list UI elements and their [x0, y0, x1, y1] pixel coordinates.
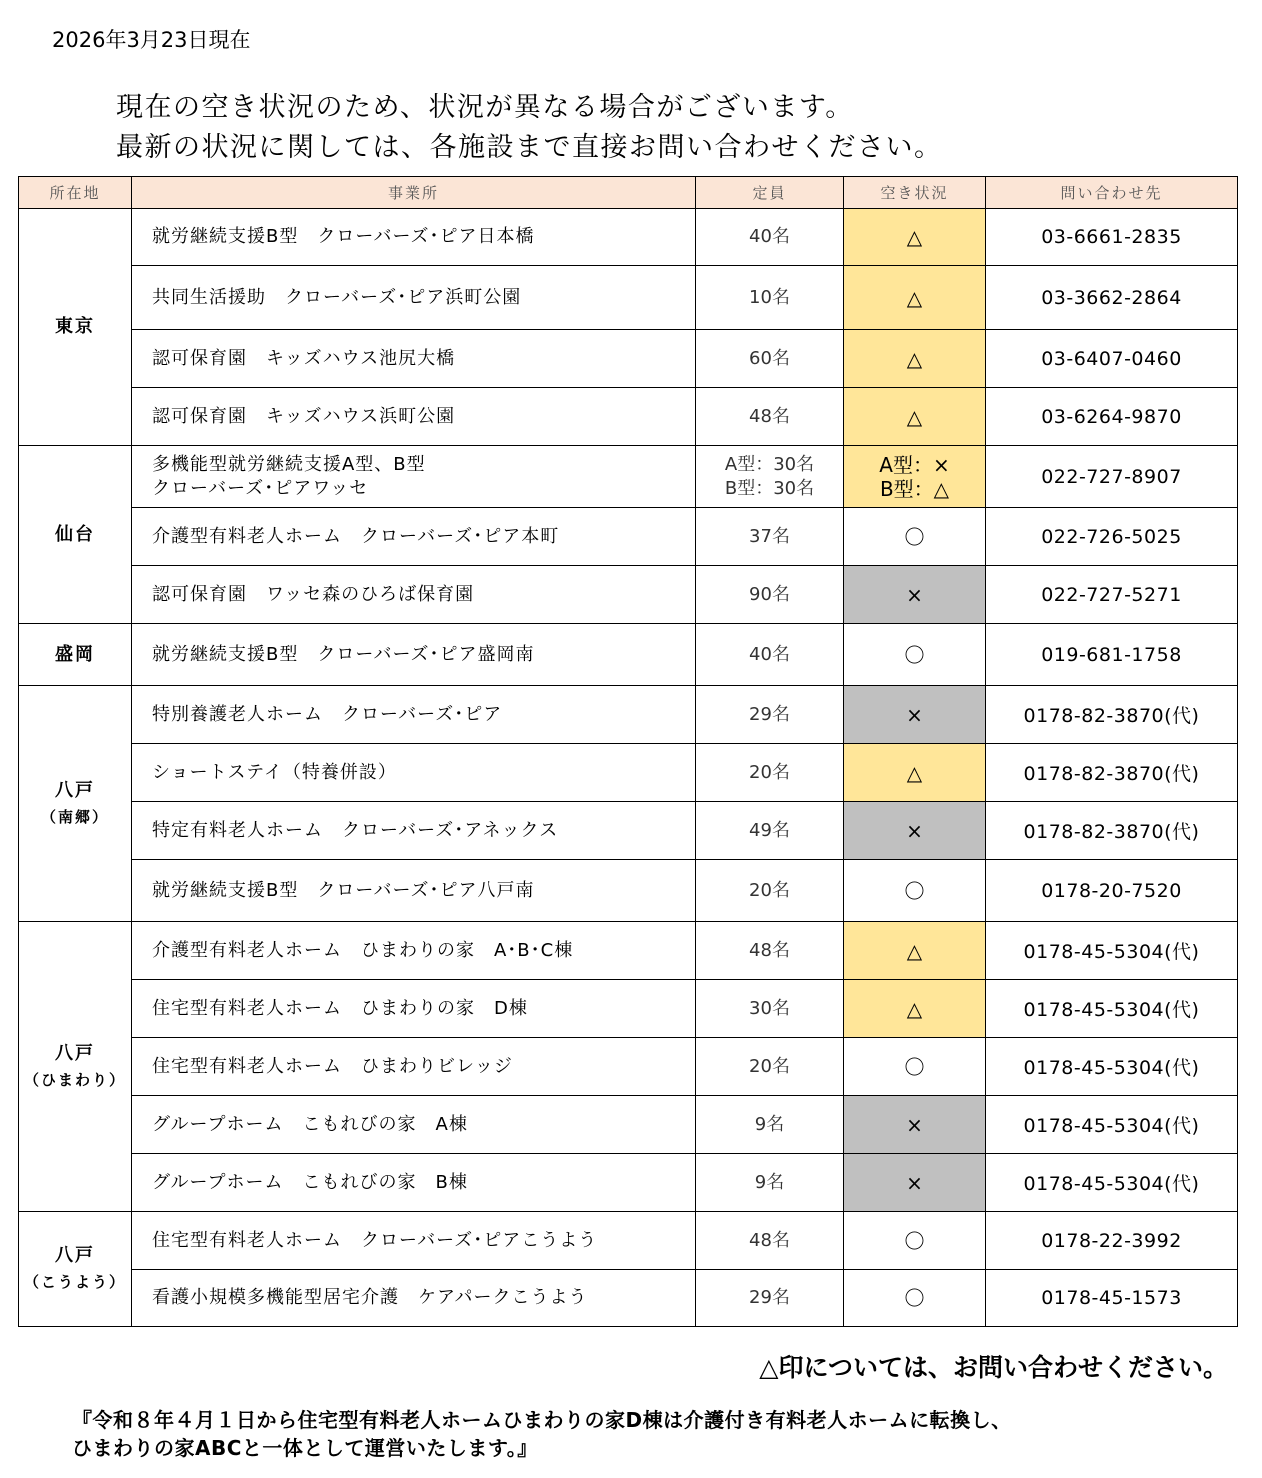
facility-name: 特別養護老人ホーム クローバーズ･ピア	[152, 703, 503, 725]
facility-name: 就労継続支援B型 クローバーズ･ピア日本橋	[152, 226, 535, 247]
availability-status: △	[906, 404, 923, 429]
availability-status-cell	[844, 209, 986, 266]
facility-name: 看護小規模多機能型居宅介護 ケアパークこうよう	[152, 1287, 588, 1308]
capacity-cell	[696, 330, 844, 388]
location-name: 八戸	[55, 1245, 95, 1266]
table-row	[19, 566, 1238, 624]
header-status: 空き状況	[844, 177, 986, 209]
facility-name: 住宅型有料老人ホーム クローバーズ･ピアこうよう	[152, 1229, 598, 1251]
capacity-value: 20名	[749, 879, 790, 901]
facility-name: グループホーム こもれびの家 A棟	[152, 1113, 468, 1135]
capacity-value: 30名	[749, 997, 790, 1019]
capacity-value: 29名	[749, 1287, 790, 1308]
capacity-cell	[696, 922, 844, 980]
capacity-value: 20名	[749, 761, 790, 783]
facility-name-cell	[132, 624, 696, 686]
contact-phone: 03-6661-2835	[986, 209, 1238, 266]
facility-name-cell	[132, 922, 696, 980]
capacity-value: 20名	[749, 1055, 790, 1077]
table-row	[19, 1096, 1238, 1154]
facility-name: グループホーム こもれびの家 B棟	[152, 1171, 468, 1193]
capacity-cell	[696, 802, 844, 860]
table-row	[19, 744, 1238, 802]
contact-phone: 03-3662-2864	[986, 266, 1238, 330]
facility-name-cell	[132, 860, 696, 922]
facility-name-cell	[132, 330, 696, 388]
contact-phone: 0178-45-5304(代)	[986, 1038, 1238, 1096]
header-capacity: 定員	[696, 177, 844, 209]
availability-status-cell	[844, 980, 986, 1038]
announcement-line-2: ひまわりの家ABCと一体として運営いたします。』	[72, 1436, 538, 1460]
availability-status: ×	[906, 702, 923, 727]
facility-name-line-2: クローバーズ･ピアワッセ	[152, 477, 369, 499]
table-row	[19, 922, 1238, 980]
facility-name-cell	[132, 209, 696, 266]
capacity-cell	[696, 624, 844, 686]
contact-phone: 0178-45-5304(代)	[986, 922, 1238, 980]
contact-phone: 0178-45-5304(代)	[986, 980, 1238, 1038]
capacity-cell	[696, 744, 844, 802]
table-row	[19, 209, 1238, 266]
facility-name: 就労継続支援B型 クローバーズ･ピア盛岡南	[152, 643, 535, 665]
availability-status-cell	[844, 860, 986, 922]
availability-status: △	[906, 938, 923, 963]
availability-status: △	[906, 996, 923, 1021]
location-subarea: （ひまわり）	[23, 1070, 126, 1089]
capacity-value: 60名	[749, 347, 790, 369]
location-subarea: （南郷）	[40, 807, 109, 826]
capacity-value: A型：30名	[724, 453, 815, 475]
facility-name: 就労継続支援B型 クローバーズ･ピア八戸南	[152, 879, 535, 901]
capacity-cell	[696, 980, 844, 1038]
capacity-cell	[696, 388, 844, 446]
facility-name-cell	[132, 1038, 696, 1096]
capacity-value: 90名	[749, 583, 790, 605]
header-contact: 問い合わせ先	[986, 177, 1238, 209]
availability-status: △	[906, 225, 923, 249]
capacity-value: 9名	[754, 1113, 785, 1135]
location-cell	[19, 686, 132, 922]
availability-status-cell	[844, 624, 986, 686]
availability-status: △	[906, 760, 923, 785]
facility-name: ショートステイ（特養併設）	[152, 761, 397, 783]
facility-name-cell	[132, 388, 696, 446]
facility-name: 認可保育園 キッズハウス池尻大橋	[152, 347, 456, 369]
location-name: 八戸	[55, 1042, 95, 1064]
contact-phone: 022-727-5271	[986, 566, 1238, 624]
facility-name-cell	[132, 1212, 696, 1270]
location-cell	[19, 1212, 132, 1327]
contact-phone: 03-6264-9870	[986, 388, 1238, 446]
facility-name: 介護型有料老人ホーム ひまわりの家 A･B･C棟	[152, 939, 574, 961]
capacity-cell	[696, 1212, 844, 1270]
availability-notice	[116, 88, 943, 168]
facility-name-cell	[132, 1270, 696, 1327]
location-cell	[19, 922, 132, 1212]
contact-phone: 022-727-8907	[986, 446, 1238, 508]
availability-status-cell	[844, 1038, 986, 1096]
table-row	[19, 624, 1238, 686]
capacity-value: 10名	[749, 286, 790, 308]
table-row	[19, 330, 1238, 388]
capacity-cell	[696, 1038, 844, 1096]
notice-line-2: 最新の状況に関しては、各施設まで直接お問い合わせください。	[116, 132, 943, 163]
facility-name: 特定有料老人ホーム クローバーズ･アネックス	[152, 819, 559, 841]
table-row	[19, 1154, 1238, 1212]
facility-name-cell	[132, 266, 696, 330]
availability-status: A型：×	[879, 452, 950, 477]
table-header-row	[19, 177, 1238, 209]
availability-status-cell	[844, 266, 986, 330]
contact-phone: 022-726-5025	[986, 508, 1238, 566]
table-row	[19, 860, 1238, 922]
capacity-value-2: B型：30名	[724, 477, 815, 499]
facility-name-cell	[132, 1154, 696, 1212]
location-cell	[19, 446, 132, 624]
availability-status-cell	[844, 1096, 986, 1154]
contact-phone: 0178-20-7520	[986, 860, 1238, 922]
triangle-mark-note: △印については、お問い合わせください。	[759, 1353, 1228, 1382]
capacity-cell	[696, 1096, 844, 1154]
location-subarea: （こうよう）	[23, 1273, 126, 1291]
capacity-cell	[696, 860, 844, 922]
table-row	[19, 446, 1238, 508]
facility-name: 住宅型有料老人ホーム ひまわりの家 D棟	[152, 997, 528, 1019]
facility-name: 多機能型就労継続支援A型、B型	[152, 453, 426, 475]
facility-name: 住宅型有料老人ホーム ひまわりビレッジ	[152, 1055, 513, 1077]
availability-status: 〇	[904, 878, 925, 903]
availability-status: 〇	[904, 1054, 925, 1079]
capacity-value: 9名	[754, 1171, 785, 1193]
table-row	[19, 388, 1238, 446]
facility-name: 介護型有料老人ホーム クローバーズ･ピア本町	[152, 525, 560, 547]
availability-status: ×	[906, 818, 923, 843]
facility-name-cell	[132, 508, 696, 566]
capacity-value: 40名	[749, 226, 790, 247]
location-name: 八戸	[55, 779, 95, 801]
location-cell	[19, 209, 132, 446]
facility-name-cell	[132, 566, 696, 624]
availability-status-cell	[844, 508, 986, 566]
capacity-value: 48名	[749, 405, 790, 427]
availability-status: ×	[906, 1112, 923, 1137]
availability-status-cell	[844, 686, 986, 744]
location-name: 仙台	[55, 523, 95, 545]
availability-status: ×	[906, 582, 923, 607]
capacity-value: 49名	[749, 819, 790, 841]
announcement-line-1: 『令和８年４月１日から住宅型有料老人ホームひまわりの家D棟は介護付き有料老人ホームに転換し、	[72, 1408, 1012, 1432]
availability-status-cell	[844, 802, 986, 860]
location-name: 東京	[55, 316, 95, 337]
availability-status: △	[906, 346, 923, 371]
location-cell	[19, 624, 132, 686]
contact-phone: 019-681-1758	[986, 624, 1238, 686]
capacity-value: 29名	[749, 703, 790, 725]
availability-status: △	[906, 285, 923, 310]
contact-phone: 0178-22-3992	[986, 1212, 1238, 1270]
availability-status-cell	[844, 388, 986, 446]
table-row	[19, 266, 1238, 330]
capacity-cell	[696, 266, 844, 330]
availability-status-cell	[844, 330, 986, 388]
table-row	[19, 980, 1238, 1038]
table-row	[19, 1212, 1238, 1270]
location-name: 盛岡	[55, 643, 95, 665]
facility-name-cell	[132, 980, 696, 1038]
contact-phone: 03-6407-0460	[986, 330, 1238, 388]
capacity-cell	[696, 1154, 844, 1212]
availability-status: 〇	[904, 642, 925, 667]
facility-name-cell	[132, 744, 696, 802]
facility-name-cell	[132, 446, 696, 508]
capacity-value: 48名	[749, 1229, 790, 1251]
capacity-cell	[696, 446, 844, 508]
table-body	[19, 209, 1238, 1327]
availability-status-cell	[844, 566, 986, 624]
availability-status-cell	[844, 922, 986, 980]
availability-status: 〇	[904, 1228, 925, 1253]
contact-phone: 0178-45-5304(代)	[986, 1096, 1238, 1154]
availability-status-cell	[844, 1212, 986, 1270]
capacity-cell	[696, 566, 844, 624]
capacity-cell	[696, 508, 844, 566]
capacity-value: 40名	[749, 643, 790, 665]
contact-phone: 0178-82-3870(代)	[986, 744, 1238, 802]
availability-status: 〇	[904, 1286, 925, 1310]
availability-status-2: B型：△	[879, 476, 950, 501]
facility-name: 認可保育園 ワッセ森のひろば保育園	[152, 583, 475, 605]
contact-phone: 0178-82-3870(代)	[986, 802, 1238, 860]
availability-status: ×	[906, 1170, 923, 1195]
table-row	[19, 1038, 1238, 1096]
availability-status-cell	[844, 1270, 986, 1327]
capacity-value: 48名	[749, 939, 790, 961]
header-facility: 事業所	[132, 177, 696, 209]
table-row	[19, 802, 1238, 860]
facility-name: 共同生活援助 クローバーズ･ピア浜町公園	[152, 286, 522, 308]
as-of-date: 2026年3月23日現在	[52, 28, 251, 52]
contact-phone: 0178-45-5304(代)	[986, 1154, 1238, 1212]
facility-name-cell	[132, 802, 696, 860]
notice-line-1: 現在の空き状況のため、状況が異なる場合がございます。	[116, 92, 854, 123]
table-row	[19, 1270, 1238, 1327]
conversion-announcement	[72, 1406, 1012, 1462]
facility-name-cell	[132, 686, 696, 744]
table-row	[19, 686, 1238, 744]
availability-status-cell	[844, 1154, 986, 1212]
availability-status-cell	[844, 744, 986, 802]
facility-availability-table	[18, 176, 1238, 1327]
contact-phone: 0178-45-1573	[986, 1270, 1238, 1327]
availability-status-cell	[844, 446, 986, 508]
header-location: 所在地	[19, 177, 132, 209]
capacity-cell	[696, 1270, 844, 1327]
contact-phone: 0178-82-3870(代)	[986, 686, 1238, 744]
capacity-cell	[696, 209, 844, 266]
facility-name-cell	[132, 1096, 696, 1154]
facility-name: 認可保育園 キッズハウス浜町公園	[152, 405, 456, 427]
capacity-cell	[696, 686, 844, 744]
capacity-value: 37名	[749, 525, 790, 547]
availability-status: 〇	[904, 524, 925, 549]
table-row	[19, 508, 1238, 566]
